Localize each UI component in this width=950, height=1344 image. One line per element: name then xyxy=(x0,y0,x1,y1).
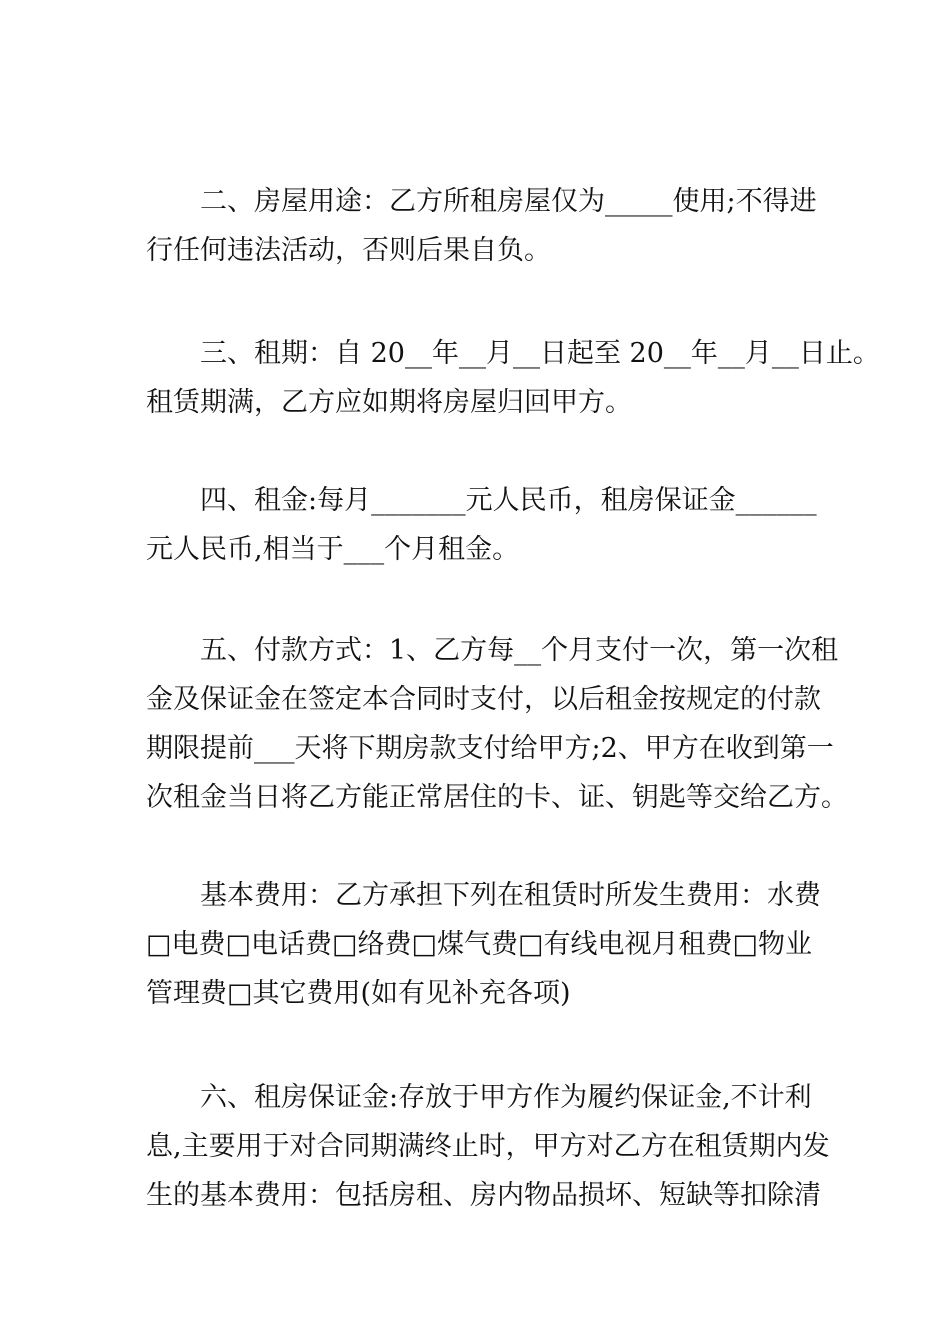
paragraph-line: 息,主要用于对合同期满终止时，甲方对乙方在租赁期内发 xyxy=(146,1131,830,1162)
paragraph-line: 次租金当日将乙方能正常居住的卡、证、钥匙等交给乙方。 xyxy=(146,782,848,813)
paragraph-line: 四、租金:每月_______元人民币，租房保证金______ xyxy=(200,485,817,516)
paragraph-line: 租赁期满，乙方应如期将房屋归回甲方。 xyxy=(146,387,632,418)
clause-rent xyxy=(146,476,836,574)
paragraph-line: 金及保证金在签定本合同时支付，以后租金按规定的付款 xyxy=(146,684,821,715)
clause-deposit xyxy=(146,1073,836,1220)
clause-lease-term xyxy=(146,329,880,427)
paragraph-line: 元人民币,相当于___个月租金。 xyxy=(146,534,520,565)
paragraph-line: 基本费用：乙方承担下列在租赁时所发生费用：水费 xyxy=(200,880,821,911)
paragraph-line: 管理费□其它费用(如有见补充各项) xyxy=(146,978,571,1009)
paragraph-line: □电费□电话费□络费□煤气费□有线电视月租费□物业 xyxy=(146,929,813,960)
paragraph-line: 三、租期：自 20__年__月__日起至 20__年__月__日止。 xyxy=(200,338,880,369)
paragraph-line: 期限提前___天将下期房款支付给甲方;2、甲方在收到第一 xyxy=(146,733,834,764)
paragraph-line: 行任何违法活动，否则后果自负。 xyxy=(146,235,551,266)
clause-basic-fees xyxy=(146,871,836,1018)
paragraph-line: 五、付款方式：1、乙方每__个月支付一次，第一次租 xyxy=(200,635,839,666)
paragraph-line: 二、房屋用途：乙方所租房屋仅为_____使用;不得进 xyxy=(200,186,817,217)
paragraph-line: 生的基本费用：包括房租、房内物品损坏、短缺等扣除清 xyxy=(146,1180,821,1211)
paragraph-line: 六、租房保证金:存放于甲方作为履约保证金,不计利 xyxy=(200,1082,812,1113)
clause-house-use xyxy=(146,177,836,275)
clause-payment-method xyxy=(146,626,848,822)
